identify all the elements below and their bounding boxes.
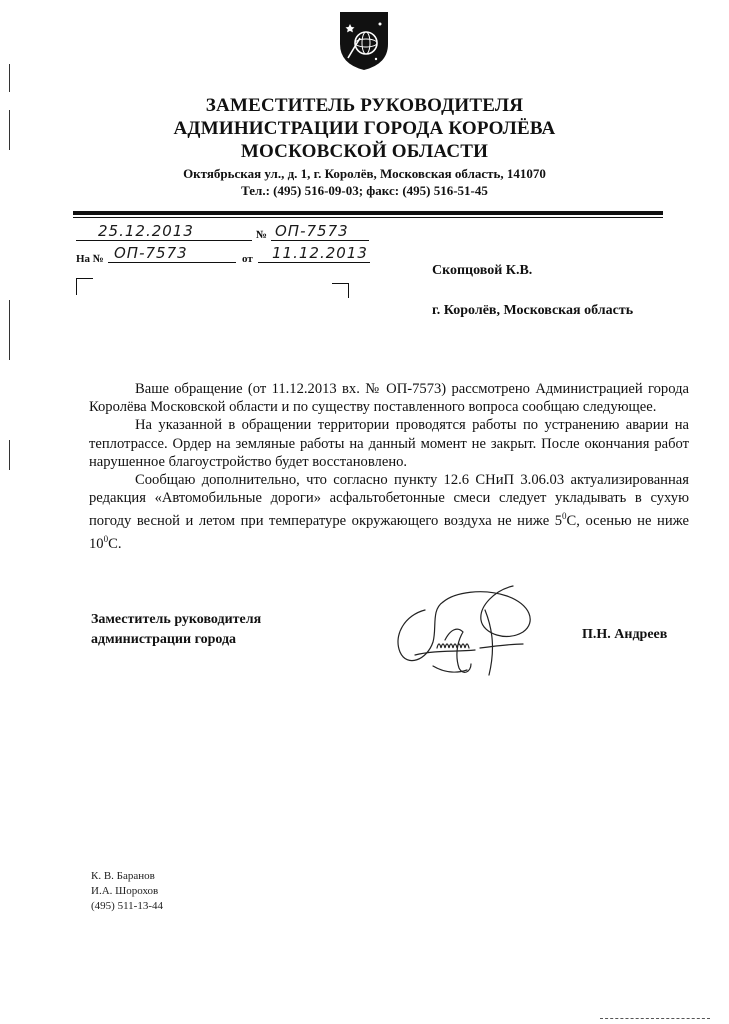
reply-to-label: На № (76, 253, 104, 265)
reply-to-number: ОП-7573 (114, 244, 188, 262)
outgoing-number-label: № (256, 229, 268, 241)
outgoing-number-field (271, 222, 369, 241)
reply-to-date-field (258, 244, 370, 263)
margin-mark (9, 64, 10, 92)
header-address: Октябрьская ул., д. 1, г. Королёв, Московская область, 141070 (183, 166, 546, 181)
header-rule-thick (73, 211, 663, 215)
body-paragraph-1: Ваше обращение (от 11.12.2013 вх. № ОП-7573) рассмотрено Администрацией города Королёва Московской области и по существу поставленного вопроса сообщаю следующее. (89, 381, 689, 416)
recipient-name: Скопцовой К.В. (432, 263, 533, 278)
margin-mark (9, 440, 10, 470)
city-coat-of-arms-icon (336, 10, 392, 72)
corner-bracket-left (76, 278, 93, 295)
header-title-line2: АДМИНИСТРАЦИИ ГОРОДА КОРОЛЁВА (173, 118, 556, 139)
scan-edge-mark (600, 1018, 710, 1020)
body-paragraph-3: Сообщаю дополнительно, что согласно пункту 12.6 СНиП 3.06.03 актуализированная редакция «Автомобильные дороги» асфальтобетонные смеси следует укладывать в сухую погоду весной и летом при температуре окружающего воздуха не ниже $5^0С$, осенью не ниже $10^0С$. (89, 472, 690, 553)
header-rule-thin (73, 217, 663, 218)
outgoing-date: 25.12.2013 (98, 222, 194, 240)
executor-1: К. В. Баранов (91, 870, 155, 882)
header-title-line1: ЗАМЕСТИТЕЛЬ РУКОВОДИТЕЛЯ (205, 95, 524, 116)
reply-from-label: от (242, 253, 253, 265)
degree-superscript: 0 (103, 534, 109, 545)
signatory-position-line2: администрации города (91, 632, 237, 647)
letter-body (89, 380, 689, 554)
handwritten-signature (385, 580, 565, 690)
signatory-position-line1: Заместитель руководителя (91, 612, 262, 627)
signatory-name: П.Н. Андреев (582, 627, 668, 642)
body-paragraph-2: На указанной в обращении территории проводятся работы по устранению аварии на теплотрассе. Ордер на земляные работы на данный момент не закрыт. После окончания работ нарушенное благоустройство будет восстановлено. (89, 417, 689, 470)
margin-mark (9, 300, 10, 360)
header-phones: Тел.: (495) 516-09-03; факс: (495) 516-51-45 (241, 183, 488, 198)
recipient-city: г. Королёв, Московская область (432, 303, 634, 318)
header-title-line3: МОСКОВСКОЙ ОБЛАСТИ (240, 141, 489, 162)
executor-phone: (495) 511-13-44 (91, 900, 163, 912)
outgoing-number: ОП-7573 (275, 222, 349, 240)
outgoing-date-field (76, 222, 252, 241)
degree-superscript: 0 (562, 511, 567, 522)
corner-bracket-right (332, 283, 349, 298)
executor-2: И.А. Шорохов (91, 885, 159, 897)
reply-to-date: 11.12.2013 (272, 244, 368, 262)
reply-to-number-field (108, 244, 236, 263)
